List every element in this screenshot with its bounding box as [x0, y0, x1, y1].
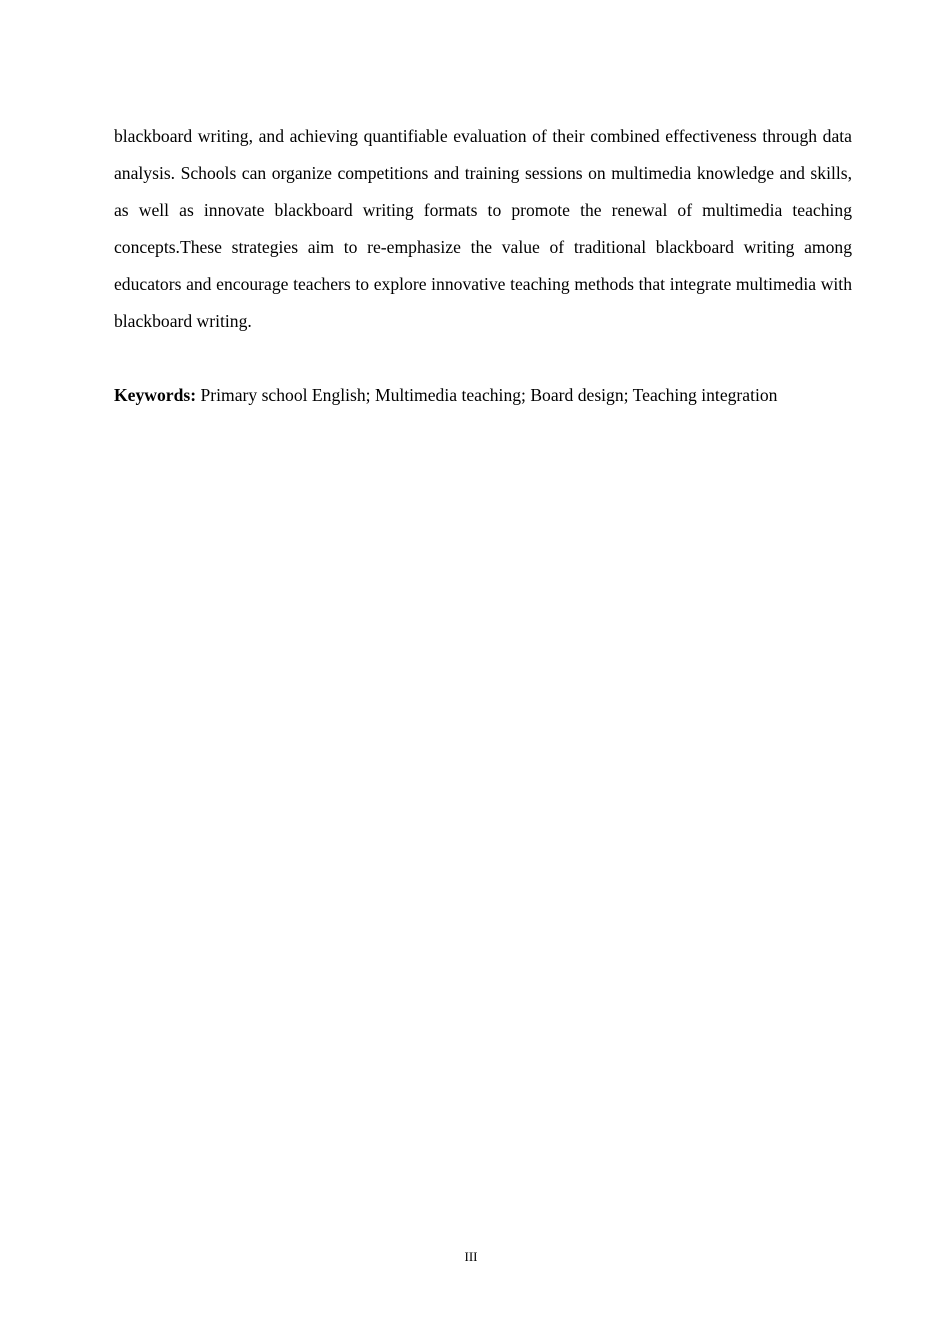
keywords-label: Keywords: — [114, 385, 197, 405]
keywords-list: Primary school English; Multimedia teaching; Board design; Teaching integration — [196, 385, 778, 405]
abstract-paragraph: blackboard writing, and achieving quantifiable evaluation of their combined effectiveness through data analysis. Schools can organize competitions and training sessions on multimedia knowledge and skills, as well as innovate blackboard writing formats to promote the renewal of multimedia teaching concepts.These strategies aim to re-emphasize the value of traditional blackboard writing among educators and encourage teachers to explore innovative teaching methods that integrate multimedia with blackboard writing. — [114, 126, 852, 331]
page-number: III — [464, 1249, 478, 1264]
keywords-line — [114, 377, 874, 414]
